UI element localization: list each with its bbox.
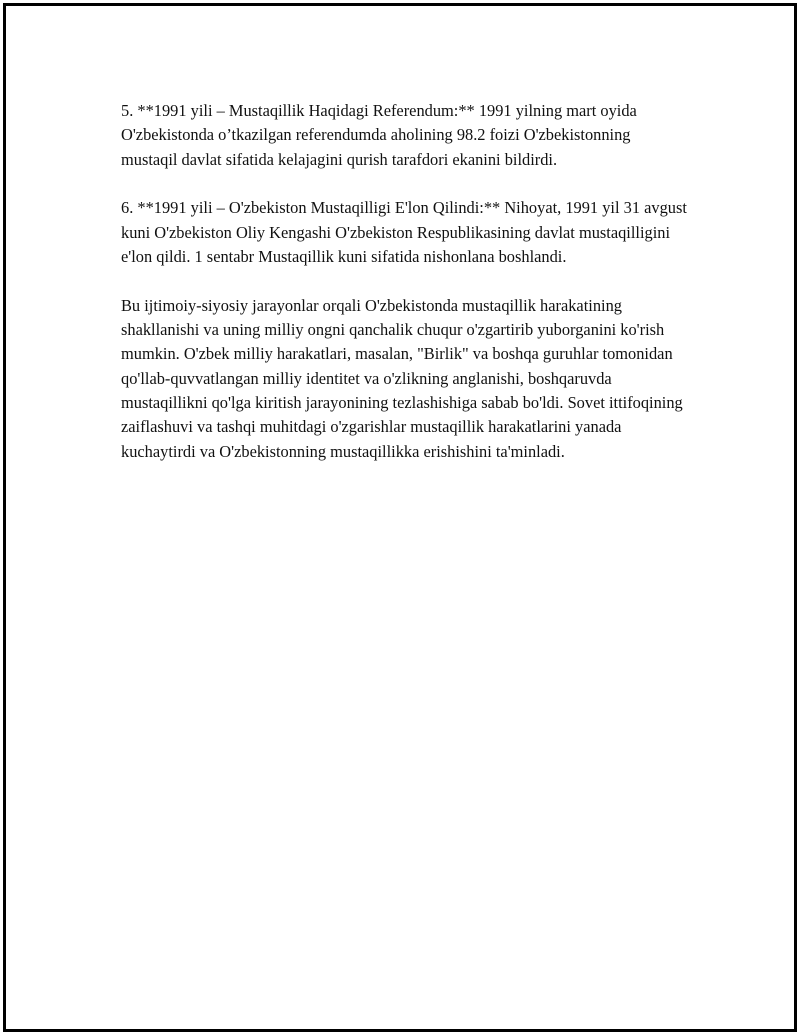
page-border	[3, 3, 797, 1032]
paragraph-conclusion: Bu ijtimoiy-siyosiy jarayonlar orqali O'zbekistonda mustaqillik harakatining shakllanishi va uning milliy ongni qanchalik chuqur o'zgartirib yuborganini ko'rish mumkin. O'zbek milliy harakatlari, masalan, "Birlik" va boshqa guruhlar tomonidan qo'llab-quvvatlangan milliy identitet va o'zlikning anglanishi, boshqaruvda mustaqillikni qo'lga kiritish jarayonining tezlashishiga sabab bo'ldi. Sovet ittifoqining zaiflashuvi va tashqi muhitdagi o'zgarishlar mustaqillik harakatlarini yanada kuchaytirdi va O'zbekistonning mustaqillikka erishishini ta'minladi.	[121, 295, 683, 461]
paragraph-referendum: 5. **1991 yili – Mustaqillik Haqidagi Referendum:** 1991 yilning mart oyida O'zbekistonda o’tkazilgan referendumda aholining 98.2 foizi O'zbekistonning mustaqil davlat sifatida kelajagini qurish tarafdori ekanini bildirdi.	[121, 101, 637, 169]
document-body	[121, 99, 691, 488]
paragraph-independence-declaration: 6. **1991 yili – O'zbekiston Mustaqilligi E'lon Qilindi:** Nihoyat, 1991 yil 31 avgust kuni O'zbekiston Oliy Kengashi O'zbekiston Respublikasining davlat mustaqilligini e'lon qildi. 1 sentabr Mustaqillik kuni sifatida nishonlana boshlandi.	[121, 198, 687, 266]
